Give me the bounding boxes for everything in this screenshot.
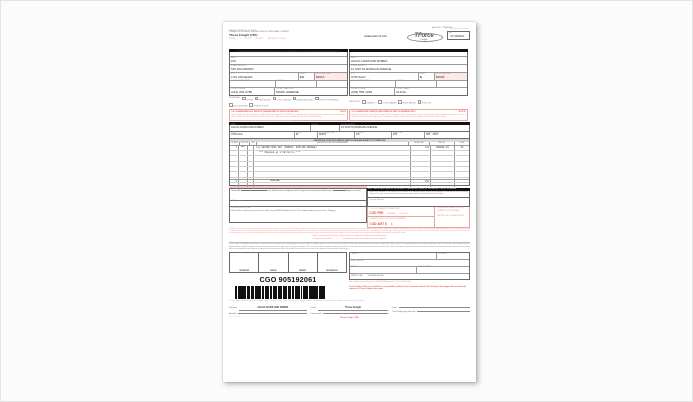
consignee-extra-field[interactable] (437, 81, 467, 87)
shipper-zip-field[interactable] (315, 73, 347, 80)
cod-fee-caption: TO COLLECT CHARGES (CUSTOMER CHECK) (369, 208, 400, 210)
consignee-name-label: NAME (350, 57, 356, 59)
third-party-city-value: CHICAGO (231, 133, 243, 137)
cod-payment-type (435, 207, 469, 227)
col-description: DESCRIPTION OF ARTICLES & SPECIAL MARKS (257, 142, 409, 145)
cell-pkg-type: BOX (239, 146, 248, 150)
shipper-contact-label: CONTACT NAME / DEPT (276, 88, 295, 90)
shipper-state-field[interactable] (299, 73, 315, 80)
shipper-caption: SHIPPER (FROM) (229, 49, 348, 52)
col-hm: HM (250, 142, 257, 145)
consignee-city-value: CHICAGO (350, 74, 366, 79)
cell-weight: 141 (411, 146, 431, 150)
consignee-block (349, 49, 468, 96)
cell-class: 50 (460, 145, 464, 149)
legal-gray-text: NOTICE: subject to individually determined rates or contracts that have been agreed upon in writing between the carrier and shipper, if applicable, otherwise to the rates, classifications and rules that have been established by the carrier and are available to the shipper, on request. The property described above is supposed good order, except as noted (contents and condition of contents of packages unknown), marked, consigned, and destined as shown above, which said carrier agrees to carry to its destination, if on its own route or otherwise to deliver to another carrier on the route to destination. Every service to be performed hereunder shall be subject to all conditions not prohibited by law, whether printed or written, herein contained, including conditions on the back hereof which are hereby agreed to by the shipper and accepted for himself and his assigns. Where a third party bill is in lower value, carrier notes that the shipper and consignee seeks to freight charges. (229, 242, 470, 251)
cod-section (367, 207, 470, 228)
shipper-city-value: LOS ANGELES (231, 74, 253, 79)
received-amount-blank[interactable] (241, 190, 267, 191)
header-carrier-name: Tforce Freight (TFF) (229, 33, 258, 38)
footer-carrier-red: Tforce Freight (TFF) (340, 316, 359, 319)
commodity-table-body (230, 146, 469, 179)
plate-value (417, 311, 470, 312)
guaranteed-eod-panel[interactable] (349, 109, 468, 121)
third-party-store-field[interactable] (311, 125, 340, 131)
consignee-zip-value: 60603 (435, 74, 445, 79)
declared-section (229, 186, 470, 228)
shipper-street-value: 545 SAN PEDRO (231, 66, 254, 71)
carrier-row[interactable] (311, 306, 389, 310)
total-weight: 141 (411, 180, 431, 185)
pickup-time-field[interactable]: PICKED UP TIME (418, 267, 432, 269)
payment-option-certified-check[interactable]: CERTIFIED CHECK / CASHIERS CHECK (437, 215, 465, 217)
odometer-col-depart[interactable]: DEPART (289, 253, 318, 272)
third-party-address-value: 12 SOUTH MORGAN AVENUE (341, 126, 378, 130)
shipper-phone-field[interactable] (230, 88, 275, 95)
col-weight: WEIGHT (LBS) (409, 142, 430, 145)
guaranteed-eod-title: U.S. GUARANTEED SERVICE (DELIVERED AT END OF BUSINESS DAY) (351, 111, 416, 114)
ebol-id: eBOL ID #: 73981149 (432, 27, 452, 29)
date-block (447, 29, 470, 40)
date-received-label: Date received: (310, 313, 322, 316)
shipper-zip-value: 90013 (315, 74, 325, 79)
consignee-contact-value: ALICIA (395, 89, 406, 94)
shipper-store-field[interactable] (276, 81, 317, 87)
received-field[interactable] (229, 188, 367, 201)
odometer-table (229, 252, 347, 273)
signed-by-label: Signed by: (229, 313, 237, 316)
website-text: WEB SITE www.tforcefreight.com (449, 29, 470, 30)
service-option-tforce-standard[interactable]: TFORCE STANDARD (378, 100, 396, 105)
shipper-name-label: NAME (231, 57, 236, 59)
checkbox-collect[interactable]: COLLECT (244, 38, 252, 40)
third-party-phone-value: 555 - 1018 (426, 133, 438, 137)
commodity-section-title: DESCRIPTION OF ARTICLES (WEIGHT, NMFC'S CLASS) ARE SUBJECT TO CORRECTION (229, 139, 470, 142)
pro-number: CGO 905192061 (259, 275, 317, 285)
shipper-note: SHIPPER'S INTERNAL REFERENCE NUMBERS SHOWN BELOW ARE FOR SHIPPER'S USE ONLY AND ARE NOT PART OF THE CONTRACT OF CARRIAGE (238, 53, 339, 55)
cod-amount-cell[interactable] (368, 217, 434, 227)
consignee-zip-label: ZIP / POSTAL CODE (435, 73, 451, 75)
checkbox-icon[interactable] (273, 97, 277, 101)
checkbox-icon[interactable] (255, 97, 259, 101)
firm-name-row[interactable] (229, 306, 307, 310)
cod-left (368, 207, 435, 227)
driver-value (399, 306, 470, 307)
col-pkg-type: PKG TYPE (240, 142, 250, 145)
total-label: TOTAL (LBS) (254, 180, 411, 185)
commodity-table (229, 142, 470, 186)
checkbox-prepaid[interactable]: PREPAID (229, 38, 236, 40)
accessorial-option-sort-segregate[interactable]: SORT & SEGREGATE (229, 103, 248, 108)
consignee-phone-label: CONTACT PHONE # (350, 88, 367, 90)
consignee-name-value: ALICIA CIARS AND ROBES (350, 58, 388, 63)
consignee-store-field[interactable] (396, 81, 437, 87)
service-option-1200[interactable]: TFORCE 1200 (418, 100, 432, 105)
bill-of-lading-page (223, 22, 476, 382)
col-no-pkgs: NO. PKGS (230, 142, 240, 145)
accessorials-checkboxes[interactable] (229, 97, 348, 109)
signed-by-value (238, 313, 306, 314)
signature-col-2 (311, 304, 389, 319)
agent-text: (Agent or Cashier) (346, 190, 361, 192)
odometer-col-odometer[interactable]: ODOMETER (230, 253, 259, 272)
pieces-field[interactable]: PIECES (350, 267, 417, 273)
load-unload-checkboxes[interactable] (350, 274, 469, 280)
consignee-unload-option[interactable]: CONSIGNEE UNLOAD (367, 275, 384, 277)
odometer-col-destination[interactable]: DESTINATION (326, 269, 338, 272)
consignee-state-field[interactable] (419, 73, 435, 80)
consignee-account-field[interactable] (350, 81, 396, 87)
plate-row[interactable] (392, 311, 470, 313)
cell-no-pkgs: 1 (230, 146, 239, 150)
carrier-value: Tforce Freight (318, 306, 389, 310)
parties-section (229, 49, 470, 96)
shipper-state-label: STATE (299, 73, 305, 75)
date-field[interactable] (447, 31, 470, 40)
third-party-state-field[interactable] (295, 132, 318, 138)
shipper-street-label: STREET ADDRESS (231, 65, 246, 67)
cod-fee-label: COD FEE (369, 211, 384, 216)
consignor-signature-label: Consignor Signature (369, 199, 385, 201)
cell-nmfc: 009008-03 (431, 146, 455, 150)
consignee-caption: SHIPPER (CONSIGNEE) (349, 49, 468, 52)
date-field-value: 07/10/2024 (450, 34, 465, 38)
checkbox-icon[interactable] (293, 97, 297, 101)
third-party-phone-label: PHONE NUMBER (426, 132, 440, 134)
legal-center-note-1: Shipper is hereby notified and/or conditions, conditions and terms of carriage posted and available at www.tforcefreight.com. (312, 236, 387, 238)
signature-col-1 (229, 304, 307, 319)
third-party-area-field[interactable] (392, 132, 425, 138)
shipper-state-value: CA (299, 74, 305, 79)
consignee-zip-field[interactable] (435, 73, 467, 80)
third-party-zip-field[interactable] (318, 132, 355, 138)
shipper-account-label: SH. ACCOUNT NUMBER (231, 81, 250, 83)
document-header (229, 27, 470, 48)
received-rest: to be delivered to the consignment of the charges on the property described hereon. (267, 190, 333, 192)
col-class: CLASS (459, 142, 465, 144)
driver-box (349, 252, 470, 280)
please-print-label: PLEASE PRINT OR TYPE (364, 36, 387, 38)
declared-value-body: Subject to the conditions, if this shipment is to be delivered to the consignee without recourse on the consignor, the consignor shall sign the following statement: The carrier shall not make delivery of this shipment without payment of freight and all other lawful charges. (367, 191, 470, 198)
consignee-account-label: CN. ACCOUNT NUMBER (350, 81, 370, 83)
special-instructions-value: Will not deliver weighing machines or boat, and/or may be HERE shipped with these PCS. Loaded weighing machines from - Wrapping (231, 209, 336, 212)
date-received-value (323, 313, 388, 314)
shipper-load-option[interactable]: SHIPPER LOAD (351, 275, 363, 277)
shipper-extra-field[interactable] (317, 81, 347, 87)
emergency-contact-title: Hereditary: material emergency contact # (404, 186, 433, 187)
header-left-block (229, 31, 347, 41)
third-party-address-label: BILLING ADDRESS (341, 125, 356, 127)
received-label: Received $ (231, 190, 241, 192)
consignee-phone-field[interactable] (350, 88, 395, 95)
cell-description: (4) HEATER SOFA SET (FABRIC, SAPLING ORANGE) (254, 146, 411, 150)
guaranteed-eod-body: By checking this box you request TForce Freight to deliver this shipment on the scheduled day of service and agree to pay all fees associated with this service. Service is subject to a list tariff on TForce Freight Service. Your payment services is subject to the terms and conditions of the tariff with the Bill of Lading. (351, 114, 466, 119)
cod-amount-value: 0 (390, 221, 393, 226)
shipper-contact-value: MARK GREENE (276, 89, 299, 94)
third-party-name-value: ALICIA CIARS AND ROBES (231, 126, 264, 130)
shipper-city-field[interactable] (230, 73, 299, 80)
cod-fee-cell[interactable] (368, 207, 434, 217)
guaranteed-service-panels (229, 109, 470, 121)
third-party-address-field[interactable] (340, 125, 469, 131)
shipper-name-field[interactable] (230, 56, 347, 64)
guaranteed-am-body: By checking this box you request TForce Freight to deliver this shipment by 12 NOON on the scheduled date of service and agree to pay all fees associated with this service. Custom transit time is valid for this service. This service is subject to the terms and conditions of the tariff with the Bill of Lading. (231, 114, 346, 119)
third-party-name-label: NAME (231, 125, 236, 127)
third-party-phone-field[interactable] (425, 132, 469, 138)
third-party-city-field[interactable] (230, 132, 295, 138)
consignee-store-label: STORE # (396, 81, 404, 83)
checkbox-master-bol[interactable]: MASTER BILL OF LADING (267, 38, 286, 40)
legal-red-text: RECEIVED, subject to the classifications and lawfully filed tariffs in effect on the date of the issue of this Bill of Lading, the property described above, in apparent good order, except as noted (contents and condition of contents of packages unknown), marked, consigned, and destined as indicated above, which said carrier (the word carrier being understood throughout this contract as meaning any person or corporation in possession of the property under the contract) agrees to carry to its usual place of delivery at said destination, if on its own road or its own water line, otherwise to deliver to another carrier on the route to said destination. It is mutually agreed, as to each carrier of all or any of said property over all or any portion of said route to destination, and as to each party at any time interested in all or any of said property, that every service to be performed hereunder shall be subject to all the conditions not prohibited by law, whether printed or written, herein contained, including the conditions on the back hereof which are hereby agreed to by the shipper and accepted for himself and his assigns. (229, 229, 470, 235)
cod-amount-label: COD AMT $ (369, 221, 387, 226)
trailer-field[interactable]: TRAILER (350, 253, 437, 259)
firm-name-value: ALICIA CIARS AND ROBES (239, 306, 307, 310)
service-option-same-day[interactable]: TFORCE SAME DAY (398, 100, 416, 105)
firm-name-label: Firm name: (229, 307, 238, 310)
third-party-state-label: STATE (296, 132, 301, 134)
logo-subtext: Freight (420, 38, 428, 41)
shipper-store-label: STORE # (276, 81, 284, 83)
date-field-label: DATE (448, 32, 453, 34)
carrier-label: Carrier: (310, 307, 317, 310)
header-line1: UNIFORM STRAIGHT BILL OF LADING (229, 30, 256, 32)
date-received-row[interactable] (311, 313, 389, 315)
third-party-area-value: 202 (393, 133, 398, 137)
col-nmfc: NMFC NO. (430, 142, 455, 145)
accessorial-option-notify-consignee[interactable]: NOTIFY CONSIGNEE (273, 97, 291, 102)
shipper-contact-field[interactable] (275, 88, 347, 95)
shipper-block (229, 49, 348, 96)
service-option-standard-ltl[interactable]: STANDARD LTL (362, 100, 377, 105)
barcode (235, 286, 341, 299)
third-party-area-label: AREA CODE (393, 132, 403, 134)
cell-description-line2: *** Shipped as 1 Pallet(s) *** (254, 151, 411, 155)
guaranteed-eod-badge: BY 5PM (458, 111, 466, 114)
shipper-phone-value: (213) 245-4789 (231, 89, 253, 94)
accessorial-option-liftgate[interactable]: LIFTGATE (242, 97, 253, 102)
per-signature-label: PER (signature) (231, 201, 243, 202)
signature-section (229, 304, 470, 319)
third-party-name-field[interactable] (230, 125, 311, 131)
consignee-phone-value: (202) 555-1018 (350, 89, 373, 94)
third-party-country-field[interactable] (355, 132, 392, 138)
shipper-street-field[interactable] (230, 64, 347, 72)
declared-value-caption: NOTE: THE DECLARED VALUE OF THE PROPERTY IS SPECIFICALLY STATED BY THE SHIPPER TO BE NOT EXCEEDING (367, 188, 470, 191)
consignee-street-label: STREET ADDRESS (350, 65, 366, 67)
tforce-logo (405, 33, 443, 41)
cod-fee-prepaid[interactable]: PREPAID (387, 213, 396, 216)
signed-by-row[interactable] (229, 313, 307, 315)
logo-wordmark: TForce (414, 32, 434, 39)
driver-info-block (349, 252, 470, 298)
footer-note-red: * Also available at www.tforcefreight.com - 1-800-333-7400 (Option 3 of 5) - Click local 1461 if calling (349, 282, 411, 284)
shipper-phone-label: CONTACT PHONE # (231, 88, 247, 90)
cod-fee-collect[interactable]: COLLECT (399, 213, 408, 216)
declared-right (367, 186, 470, 228)
third-party-country-value: US (356, 133, 360, 137)
accessorial-option-protect-freezing[interactable]: PROTECT FROM FREEZING (315, 97, 338, 102)
third-party-zip-value: 60603 (319, 133, 326, 137)
accessorial-label-0: ACCESSORIALS: (229, 98, 241, 100)
consignor-signature-field[interactable] (367, 198, 470, 206)
checkbox-mark: X (239, 39, 241, 41)
consignee-state-value: IL (419, 74, 423, 79)
total-pieces: 1 (230, 180, 239, 185)
special-instructions-field[interactable] (229, 207, 367, 224)
plate-label: Tforce Freight resp. plate no/m: (392, 311, 416, 314)
header-line2: STRAIGHT BILL OF LADING - SHIPPING ORDER NOT NEGOTIABLE - DOMESTIC (229, 32, 290, 34)
guaranteed-am-badge: NOON (340, 111, 346, 114)
seal-field[interactable]: SEAL # APPLIED (351, 260, 364, 262)
checkbox-icon[interactable] (418, 100, 422, 104)
declared-left (229, 186, 367, 228)
shipper-name-value: PHI (231, 58, 236, 63)
signature-col-3 (392, 304, 470, 319)
payment-option-company-check[interactable]: COMPANY CHECK ACCEPTABLE (437, 211, 460, 213)
special-instructions-label: SPECIAL INSTRUCTIONS (231, 207, 251, 209)
guaranteed-am-title: U.S. GUARANTEED A.M. SERVICE (GUARANTEED AT NOON OR EARLIER) (231, 111, 299, 114)
odometer-col-arrive[interactable]: ARRIVE (259, 253, 288, 272)
third-party-row-1 (229, 125, 470, 132)
third-party-zip-label: ZIP / POSTAL CODE (319, 132, 335, 134)
pro-barcode-block (229, 252, 347, 298)
driver-no-field[interactable]: DRIVER NO. (438, 253, 448, 255)
cod-amount-caption: THE AMOUNT TO BE COLLECTED ON THIS SHIPMENT (369, 219, 406, 221)
driver-row[interactable] (392, 306, 470, 308)
checkbox-icon[interactable] (378, 100, 382, 104)
checkbox-third-party[interactable]: 3RD PARTY (255, 38, 264, 40)
accessorial-option-construction-site[interactable]: CONSTRUCTION SITE (249, 103, 268, 108)
service-level-label: SERVICE LEVEL: (348, 101, 361, 103)
consignee-contact-label: CONTACT NAME (395, 88, 409, 90)
consignee-contact-field[interactable] (395, 88, 467, 95)
shipper-zip-label: ZIP / POSTAL CODE (315, 73, 331, 75)
consignee-street-field[interactable] (350, 64, 467, 72)
driver-label: Driver: (392, 306, 398, 309)
service-level-checkboxes[interactable] (349, 97, 468, 109)
service-options-strip (229, 97, 470, 109)
consignee-street-value: 12 SOUTH MORGAN AVENUE (350, 66, 392, 71)
accessorial-option-residential[interactable]: RESIDENTIAL DELIVERY (293, 97, 314, 102)
consignee-city-field[interactable] (350, 73, 419, 80)
footer-fine-print: This is to certify that the above named materials are properly classified, described, packaged, marked, and labeled, and are in proper condition for transportation according to the applicable regulations of the Department of Transportation. (229, 300, 365, 302)
legal-center-note-2: The shipper is not responsible for _____ or _____ if the shipper and consignee do not provide proper accessorial equipment. (312, 238, 387, 240)
third-party-country-label: COUNTRY (356, 132, 364, 134)
third-party-store-label: STORE # (312, 125, 319, 127)
third-party-caption: THIRD PARTY / FREIGHT CHARGES ARE PAYABLE BY (IF OTHER THAN SHIPPER) (229, 122, 470, 125)
consignee-state-label: STATE (419, 73, 425, 75)
third-party-state-value: IL (296, 133, 299, 137)
third-party-row-2 (229, 132, 470, 139)
third-party-city-label: CITY (231, 132, 235, 134)
agent-blank[interactable] (333, 190, 346, 191)
footer-warning-red: Tforce Freight shall have no liability or responsibility whatsoever in connection with this bill of lading if the shipper did not tender the shipment to Tforce Freight at its agent. (349, 285, 466, 291)
consignee-city-label: CITY (350, 73, 355, 75)
consignee-name-field[interactable] (350, 56, 467, 64)
form-revision: FRM-102 Rev 05/23 (229, 316, 240, 318)
table-row[interactable] (230, 183, 469, 187)
payment-type-title: TYPE OF PAYMENT (PLEASE CHECK ONE): (436, 208, 464, 210)
accessorial-option-inside-delivery[interactable]: INSIDE DELIVERY (255, 97, 271, 102)
shipper-city-label: CITY (231, 73, 235, 75)
bottom-section (229, 252, 470, 298)
guaranteed-am-panel[interactable] (229, 109, 348, 121)
logo-oval-icon (407, 33, 443, 42)
payment-terms-checkboxes[interactable] (229, 39, 347, 41)
shipper-account-field[interactable] (230, 81, 276, 87)
